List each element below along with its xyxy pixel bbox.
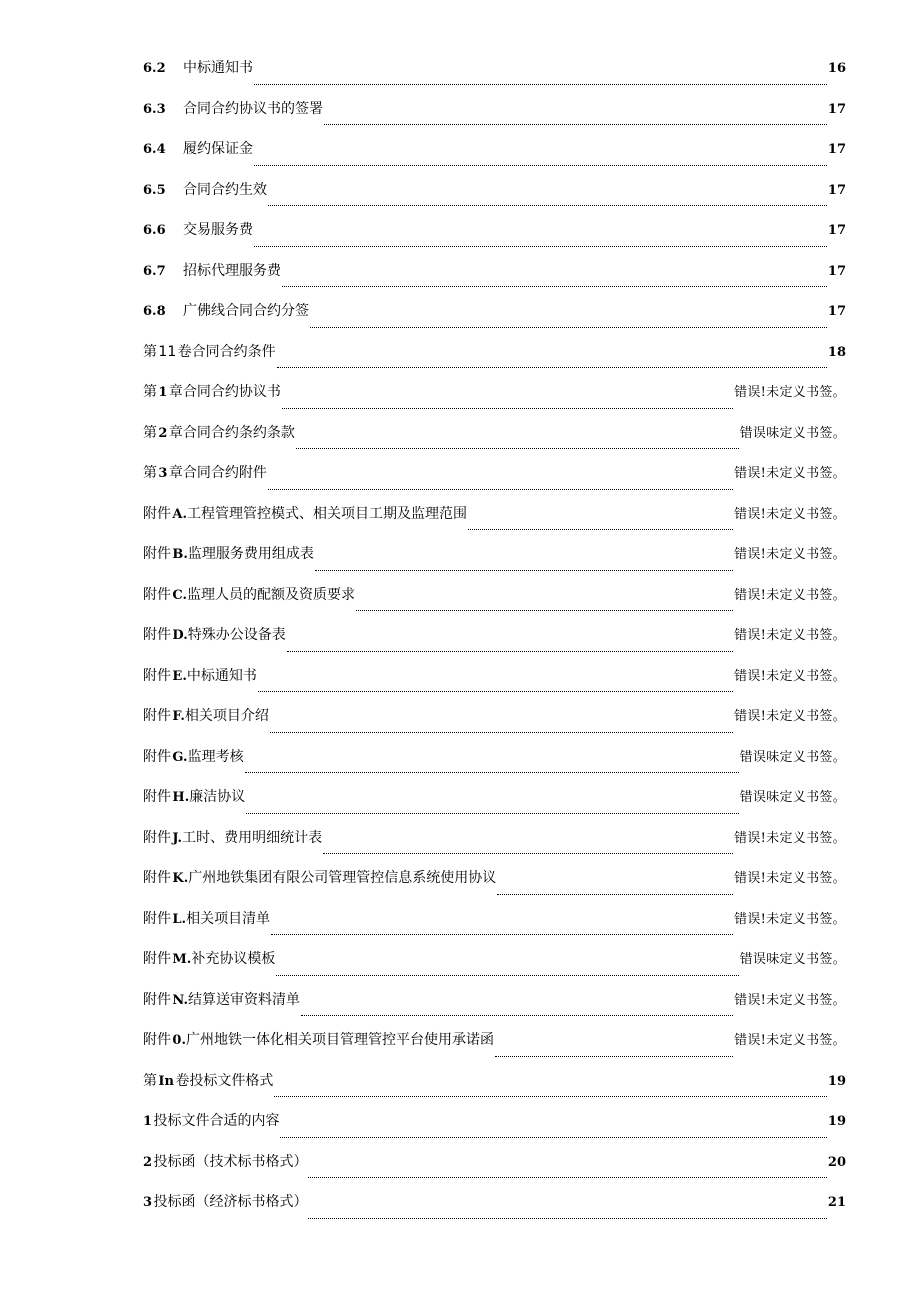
toc-entry-text: 工时、费用明细统计表 bbox=[182, 829, 323, 846]
toc-entry-error-ref: 错误!未定义书签。 bbox=[734, 587, 846, 603]
toc-entry-code: 2 bbox=[143, 1154, 153, 1170]
toc-entry-title bbox=[143, 1111, 279, 1132]
dot-leader bbox=[308, 1177, 826, 1178]
toc-entry-title: 合同合约协议书的签署 bbox=[183, 100, 323, 117]
toc-entry-error-ref: 错误味定义书签。 bbox=[739, 749, 846, 765]
dot-leader bbox=[315, 570, 733, 571]
toc-entry-number: 6.8 bbox=[143, 304, 166, 319]
toc-entry-prefix: 第 bbox=[143, 384, 157, 400]
toc-entry-title bbox=[143, 747, 244, 768]
toc-entry-code: 1 bbox=[143, 1114, 153, 1129]
toc-entry-title bbox=[143, 585, 355, 606]
toc-entry-error-ref: 错误!未定义书签。 bbox=[734, 830, 846, 846]
toc-entry-error-ref: 错误味定义书签。 bbox=[739, 790, 846, 805]
toc-entry-text: 卷合同合约条件 bbox=[177, 343, 276, 360]
toc-entry-title bbox=[143, 504, 467, 525]
toc-entry-error-ref: 错误!未定义书签。 bbox=[734, 709, 846, 724]
toc-entry-number: 6.2 bbox=[143, 61, 166, 76]
toc-entry-code: M. bbox=[172, 952, 192, 967]
toc-entry-page: 18 bbox=[827, 344, 846, 360]
toc-entry-title bbox=[143, 909, 270, 930]
toc-entry-title bbox=[143, 990, 300, 1011]
dot-leader bbox=[356, 610, 733, 611]
dot-leader bbox=[245, 772, 739, 773]
toc-entry-title: 履约保证金 bbox=[183, 141, 253, 157]
toc-entry-prefix: 附件 bbox=[143, 910, 171, 927]
dot-leader bbox=[287, 651, 733, 652]
dot-leader bbox=[324, 124, 827, 125]
toc-entry-page: 17 bbox=[827, 101, 846, 117]
dot-leader bbox=[268, 205, 827, 206]
dot-leader bbox=[282, 408, 733, 409]
toc-entry-text: 投标文件合适的内容 bbox=[153, 1113, 280, 1129]
toc-entry-prefix: 附件 bbox=[143, 870, 171, 886]
toc-entry-section-1[interactable] bbox=[143, 1111, 846, 1152]
toc-entry-title bbox=[143, 1071, 273, 1092]
toc-entry-error-ref: 错误!未定义书签。 bbox=[734, 466, 846, 481]
toc-entry-6-7[interactable] bbox=[143, 261, 846, 302]
toc-entry-text: 章合同合约协议书 bbox=[168, 384, 281, 400]
toc-entry-attachment-l[interactable] bbox=[143, 909, 846, 950]
toc-entry-prefix: 附件 bbox=[143, 951, 171, 967]
toc-entry-title bbox=[143, 1030, 494, 1051]
toc-entry-code: F. bbox=[172, 709, 185, 724]
dot-leader bbox=[282, 286, 827, 287]
toc-entry-attachment-h[interactable] bbox=[143, 787, 846, 828]
toc-entry-prefix: 第 bbox=[143, 343, 157, 360]
toc-entry-text: 投标函（技术标书格式） bbox=[153, 1153, 308, 1170]
toc-entry-code: N. bbox=[172, 992, 188, 1008]
toc-entry-code: A. bbox=[172, 506, 188, 522]
toc-entry-code: L. bbox=[172, 911, 187, 927]
toc-entry-code: C. bbox=[172, 587, 188, 603]
toc-entry-code: E. bbox=[172, 668, 187, 684]
dot-leader bbox=[254, 84, 827, 85]
toc-entry-title: 中标通知书 bbox=[183, 60, 253, 76]
dot-leader bbox=[277, 367, 827, 368]
toc-entry-page: 16 bbox=[827, 61, 846, 76]
toc-entry-code: K. bbox=[172, 871, 189, 886]
toc-entry-attachment-n[interactable] bbox=[143, 990, 846, 1031]
toc-entry-page: 17 bbox=[827, 142, 846, 157]
toc-entry-text: 投标函（经济标书格式） bbox=[153, 1194, 308, 1210]
toc-entry-6-5[interactable] bbox=[143, 180, 846, 221]
dot-leader bbox=[308, 1218, 826, 1219]
toc-entry-number: 6.4 bbox=[143, 142, 166, 157]
toc-entry-code: 3 bbox=[158, 466, 168, 481]
toc-entry-volume-11[interactable] bbox=[143, 342, 846, 383]
dot-leader bbox=[271, 934, 733, 935]
toc-entry-text: 中标通知书 bbox=[186, 667, 257, 684]
toc-entry-prefix: 附件 bbox=[143, 667, 171, 684]
toc-entry-6-2[interactable] bbox=[143, 58, 846, 99]
toc-entry-prefix: 附件 bbox=[143, 829, 171, 846]
toc-entry-title: 交易服务费 bbox=[183, 222, 253, 238]
toc-entry-title bbox=[143, 868, 496, 889]
toc-entry-prefix: 附件 bbox=[143, 708, 171, 724]
dot-leader bbox=[301, 1015, 733, 1016]
toc-entry-prefix: 附件 bbox=[143, 627, 171, 643]
toc-entry-section-2[interactable] bbox=[143, 1152, 846, 1193]
toc-entry-text: 监理考核 bbox=[187, 748, 244, 765]
toc-entry-text: 章合同合约条约条款 bbox=[168, 424, 295, 441]
toc-entry-text: 廉洁协议 bbox=[189, 789, 246, 805]
dot-leader bbox=[296, 448, 739, 449]
toc-entry-page: 17 bbox=[827, 182, 846, 198]
toc-entry-prefix: 附件 bbox=[143, 1032, 171, 1048]
toc-entry-error-ref: 错误!未定义书签。 bbox=[734, 992, 846, 1008]
toc-entry-attachment-g[interactable] bbox=[143, 747, 846, 788]
toc-entry-prefix: 附件 bbox=[143, 505, 171, 522]
toc-entry-chapter-3[interactable] bbox=[143, 463, 846, 504]
toc-entry-text: 相关项目介绍 bbox=[184, 708, 269, 724]
toc-entry-error-ref: 错误!未定义书签。 bbox=[734, 385, 846, 400]
toc-entry-text: 补充协议模板 bbox=[191, 951, 276, 967]
toc-entry-text: 监理服务费用组成表 bbox=[187, 546, 314, 562]
toc-entry-title: 招标代理服务费 bbox=[183, 262, 281, 279]
toc-entry-prefix: 附件 bbox=[143, 546, 171, 562]
toc-entry-title bbox=[143, 706, 269, 727]
dot-leader bbox=[495, 1056, 733, 1057]
toc-entry-attachment-j[interactable] bbox=[143, 828, 846, 869]
toc-entry-attachment-b[interactable] bbox=[143, 544, 846, 585]
toc-entry-code: J. bbox=[172, 830, 183, 846]
toc-entry-title bbox=[143, 828, 322, 849]
toc-entry-title bbox=[143, 342, 276, 362]
toc-entry-chapter-2[interactable] bbox=[143, 423, 846, 464]
toc-entry-prefix: 第 bbox=[143, 1072, 157, 1089]
toc-entry-attachment-a[interactable] bbox=[143, 504, 846, 545]
toc-entry-text: 相关项目清单 bbox=[186, 910, 271, 927]
toc-entry-title bbox=[143, 544, 314, 565]
toc-entry-number: 6.6 bbox=[143, 223, 166, 238]
toc-entry-6-4[interactable] bbox=[143, 139, 846, 180]
toc-entry-prefix: 第 bbox=[143, 424, 157, 441]
toc-entry-volume-in[interactable] bbox=[143, 1071, 846, 1112]
toc-entry-page: 17 bbox=[827, 304, 846, 319]
toc-entry-error-ref: 错误!未定义书签。 bbox=[734, 911, 846, 927]
dot-leader bbox=[276, 975, 738, 976]
toc-entry-error-ref: 错误味定义书签。 bbox=[739, 952, 846, 967]
toc-entry-page: 19 bbox=[827, 1114, 846, 1129]
toc-entry-title bbox=[143, 463, 267, 484]
toc-entry-prefix: 附件 bbox=[143, 991, 171, 1008]
toc-entry-title bbox=[143, 949, 275, 970]
toc-entry-error-ref: 错误!未定义书签。 bbox=[734, 628, 846, 643]
dot-leader bbox=[258, 691, 733, 692]
toc-entry-attachment-f[interactable] bbox=[143, 706, 846, 747]
toc-entry-6-3[interactable] bbox=[143, 99, 846, 140]
toc-entry-title bbox=[143, 423, 295, 444]
toc-entry-attachment-d[interactable] bbox=[143, 625, 846, 666]
toc-entry-code: 3 bbox=[143, 1195, 153, 1210]
toc-entry-code: B. bbox=[172, 547, 188, 562]
toc-entry-error-ref: 错误!未定义书签。 bbox=[734, 1033, 846, 1048]
toc-entry-code: G. bbox=[172, 749, 188, 765]
toc-entry-attachment-k[interactable] bbox=[143, 868, 846, 909]
dot-leader bbox=[468, 529, 733, 530]
toc-entry-page: 21 bbox=[827, 1195, 846, 1210]
dot-leader bbox=[274, 1096, 827, 1097]
dot-leader bbox=[310, 327, 827, 328]
toc-entry-section-3[interactable] bbox=[143, 1192, 846, 1233]
toc-entry-6-6[interactable] bbox=[143, 220, 846, 261]
toc-entry-code: In bbox=[158, 1073, 174, 1089]
toc-entry-title bbox=[143, 787, 245, 808]
toc-entry-code: D. bbox=[172, 628, 188, 643]
toc-entry-error-ref: 错误!未定义书签。 bbox=[734, 871, 846, 886]
toc-entry-title: 广佛线合同合约分签 bbox=[183, 303, 309, 319]
toc-entry-text: 广州地铁一体化相关项目管理管控平台使用承诺函 bbox=[185, 1032, 494, 1048]
toc-entry-title bbox=[143, 1192, 307, 1213]
toc-entry-title bbox=[143, 625, 286, 646]
toc-entry-number: 6.7 bbox=[143, 263, 166, 279]
dot-leader bbox=[268, 489, 733, 490]
toc-entry-page: 19 bbox=[827, 1073, 846, 1089]
toc-entry-title bbox=[143, 666, 257, 687]
toc-entry-prefix: 附件 bbox=[143, 586, 171, 603]
toc-entry-title: 合同合约生效 bbox=[183, 181, 267, 198]
toc-entry-code: 2 bbox=[158, 425, 168, 441]
toc-entry-code: 0. bbox=[172, 1033, 186, 1048]
toc-entry-attachment-e[interactable] bbox=[143, 666, 846, 707]
toc-entry-chapter-1[interactable] bbox=[143, 382, 846, 423]
table-of-contents bbox=[143, 58, 846, 1233]
toc-entry-error-ref: 错误!未定义书签。 bbox=[734, 668, 846, 684]
toc-entry-text: 工程管理管控模式、相关项目工期及监理范围 bbox=[187, 505, 468, 522]
toc-entry-attachment-m[interactable] bbox=[143, 949, 846, 990]
dot-leader bbox=[254, 246, 827, 247]
toc-entry-attachment-0[interactable] bbox=[143, 1030, 846, 1071]
toc-entry-text: 结算送审资料清单 bbox=[187, 991, 300, 1008]
toc-entry-code: 11 bbox=[158, 343, 177, 360]
toc-entry-error-ref: 错误!未定义书签。 bbox=[734, 547, 846, 562]
toc-entry-text: 卷投标文件格式 bbox=[175, 1072, 274, 1089]
toc-entry-text: 章合同合约附件 bbox=[168, 465, 267, 481]
toc-entry-6-8[interactable] bbox=[143, 301, 846, 342]
toc-entry-text: 监理人员的配额及资质要求 bbox=[187, 586, 356, 603]
dot-leader bbox=[246, 813, 738, 814]
toc-entry-text: 广州地铁集团有限公司管理管控信息系统使用协议 bbox=[188, 870, 497, 886]
dot-leader bbox=[323, 853, 733, 854]
toc-entry-number: 6.3 bbox=[143, 101, 166, 117]
toc-entry-error-ref: 错误!未定义书签。 bbox=[734, 506, 846, 522]
toc-entry-page: 17 bbox=[827, 223, 846, 238]
toc-entry-prefix: 附件 bbox=[143, 748, 171, 765]
toc-entry-error-ref: 错误味定义书签。 bbox=[739, 425, 846, 441]
toc-entry-page: 17 bbox=[827, 263, 846, 279]
dot-leader bbox=[280, 1137, 826, 1138]
toc-entry-title bbox=[143, 382, 281, 403]
toc-entry-attachment-c[interactable] bbox=[143, 585, 846, 626]
toc-entry-number: 6.5 bbox=[143, 182, 166, 198]
dot-leader bbox=[254, 165, 827, 166]
toc-entry-code: H. bbox=[172, 790, 190, 805]
toc-entry-code: 1 bbox=[158, 385, 168, 400]
toc-entry-page: 20 bbox=[827, 1154, 846, 1170]
toc-entry-prefix: 附件 bbox=[143, 789, 171, 805]
toc-entry-text: 特殊办公设备表 bbox=[187, 627, 286, 643]
toc-entry-prefix: 第 bbox=[143, 465, 157, 481]
dot-leader bbox=[270, 732, 733, 733]
toc-entry-title bbox=[143, 1152, 307, 1173]
dot-leader bbox=[497, 894, 733, 895]
